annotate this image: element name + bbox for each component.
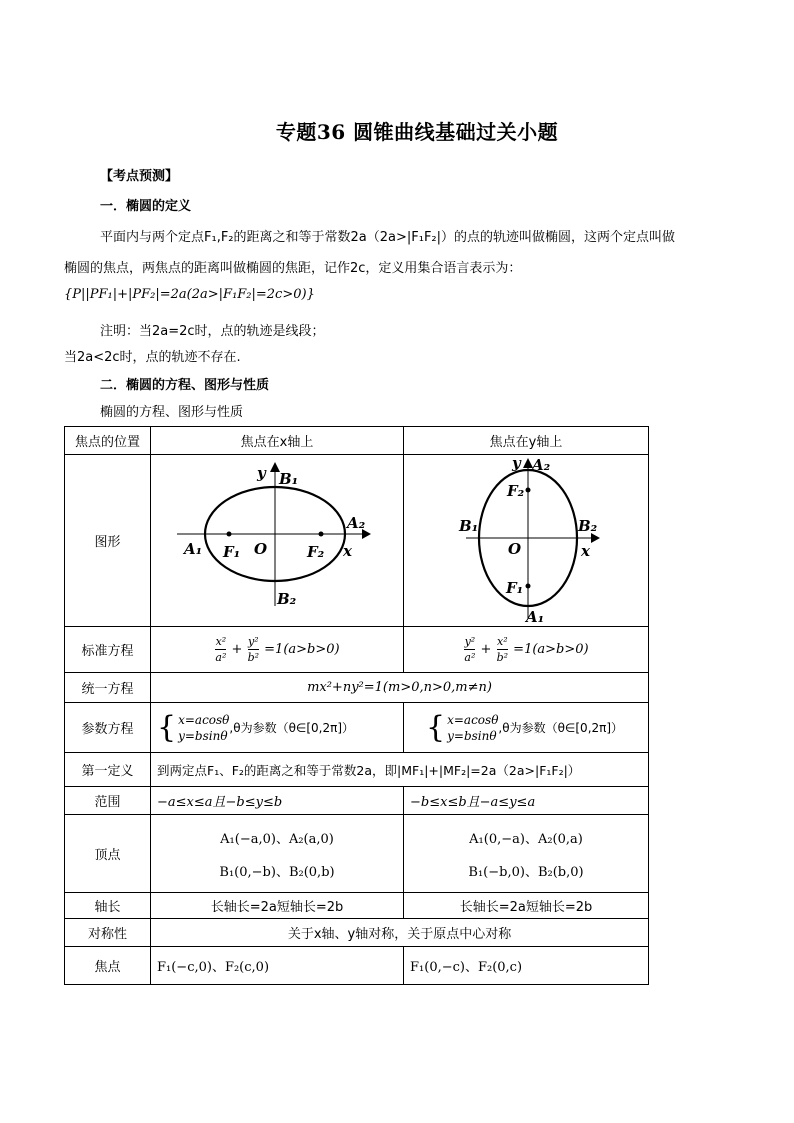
fig2-F2-label: F₂: [507, 481, 525, 500]
std2-den2: b²: [496, 651, 509, 664]
axis-label: 轴长: [65, 893, 151, 919]
note-line1: 注明：当2a=2c时，点的轨迹是线段；: [100, 324, 325, 339]
fig2-B1-label: B₁: [459, 516, 479, 535]
note-line2: 当2a<2c时，点的轨迹不存在.: [64, 350, 241, 365]
std1-rest: =1(a>b>0): [264, 642, 340, 657]
focus-y: F₁(0,−c)、F₂(0,c): [404, 947, 649, 985]
unified-label: 统一方程: [65, 673, 151, 703]
definition-paragraph-line1: 平面内与两个定点F₁,F₂的距离之和等于常数2a（2a>|F₁F₂|）的点的轨迹叫做椭圆，这两个定点叫做: [100, 230, 676, 245]
std-label: 标准方程: [65, 627, 151, 673]
definition-paragraph-line2: 椭圆的焦点，两焦点的距离叫做椭圆的焦距，记作2c，定义用集合语言表示为：: [64, 261, 522, 276]
range-row: [65, 787, 649, 815]
std2-num2: x²: [496, 635, 508, 648]
vertex-x-line1: A₁(−a,0)、A₂(a,0): [220, 831, 334, 847]
param-eq-y: { x=acosθ y=bsinθ ,θ为参数（θ∈[0,2π]）: [404, 703, 649, 753]
unified-equation-row: [65, 673, 649, 703]
focus-row: [65, 947, 649, 985]
vertex-x: [151, 815, 404, 893]
graph-cell-x: [151, 455, 404, 627]
std1-den1: a²: [215, 651, 227, 664]
fig2-y-label: y: [512, 455, 521, 472]
vertex-label: 顶点: [65, 815, 151, 893]
vertex-y: [404, 815, 649, 893]
vertex-x-line2: B₁(0,−b)、B₂(0,b): [219, 864, 335, 880]
table-header-row: [65, 427, 649, 455]
standard-equation-row: [65, 627, 649, 673]
ellipse-x-figure: [157, 456, 397, 626]
fig2-A1-label: A₁: [526, 607, 545, 626]
std2-rest: =1(a>b>0): [513, 642, 589, 657]
table-caption: 椭圆的方程、图形与性质: [100, 405, 244, 420]
symmetry-label: 对称性: [65, 919, 151, 947]
axis-y: 长轴长=2a短轴长=2b: [404, 893, 649, 919]
range-label: 范围: [65, 787, 151, 815]
param2-line2: y=bsinθ: [447, 728, 497, 743]
param-label: 参数方程: [65, 703, 151, 753]
std-eq-y: $\frac{\text{y²}}{\text{a²}}$ + $\frac{\text{x²}}{\text{b²}}$ =1(a>b>0): [404, 627, 649, 673]
vertex-y-line2: B₁(−b,0)、B₂(b,0): [468, 864, 584, 880]
fig2-x-label: x: [581, 541, 590, 560]
fig1-F1-label: F₁: [223, 542, 241, 561]
fig1-F2-label: F₂: [307, 542, 325, 561]
fig1-y-label: y: [257, 463, 266, 482]
symmetry-text: 关于x轴、y轴对称，关于原点中心对称: [151, 919, 649, 947]
first-definition: 到两定点F₁、F₂的距离之和等于常数2a，即|MF₁|+|MF₂|=2a（2a>|F₁F₂|）: [151, 753, 649, 787]
focus-x: F₁(−c,0)、F₂(c,0): [151, 947, 404, 985]
header-x-axis: 焦点在x轴上: [151, 427, 404, 455]
symmetry-row: [65, 919, 649, 947]
header-y-axis: 焦点在y轴上: [404, 427, 649, 455]
fig1-A2-label: A₂: [347, 513, 366, 532]
fig1-A1-label: A₁: [184, 539, 203, 558]
heading-ellipse-properties: 二．椭圆的方程、图形与性质: [100, 378, 270, 393]
properties-table: [64, 426, 649, 985]
fig1-B2-label: B₂: [277, 589, 297, 608]
unified-equation: mx²+ny²=1(m>0,n>0,m≠n): [151, 673, 649, 703]
std1-den2: b²: [247, 651, 260, 664]
fig1-B1-label: B₁: [279, 469, 299, 488]
fig2-F1-label: F₁: [506, 578, 524, 597]
vertex-row: [65, 815, 649, 893]
param1-rest: ,θ为参数（θ∈[0,2π]）: [229, 721, 355, 735]
param1-line2: y=bsinθ: [178, 728, 228, 743]
parametric-row: [65, 703, 649, 753]
std-eq-x: $\frac{\text{x²}}{\text{a²}}$ + $\frac{\text{y²}}{\text{b²}}$ =1(a>b>0): [151, 627, 404, 673]
fig1-x-label: x: [343, 541, 352, 560]
fig2-O-label: O: [508, 539, 522, 558]
param2-rest: ,θ为参数（θ∈[0,2π]）: [498, 721, 624, 735]
first-definition-row: [65, 753, 649, 787]
graph-cell-y: [404, 455, 649, 627]
heading-ellipse-definition: 一．椭圆的定义: [100, 199, 192, 214]
set-expression: {P||PF₁|+|PF₂|=2a(2a>|F₁F₂|=2c>0)}: [64, 287, 315, 302]
param2-line1: x=acosθ: [447, 712, 499, 727]
header-focus-position: 焦点的位置: [65, 427, 151, 455]
vertex-y-line1: A₁(0,−a)、A₂(0,a): [469, 831, 583, 847]
graph-row: [65, 455, 649, 627]
axis-x: 长轴长=2a短轴长=2b: [151, 893, 404, 919]
ellipse-y-figure: [406, 456, 646, 626]
std1-num1: x²: [215, 635, 227, 648]
fig2-B2-label: B₂: [578, 516, 598, 535]
fig1-O-label: O: [254, 539, 268, 558]
page-title: 专题36 圆锥曲线基础过关小题: [275, 120, 559, 144]
range-x: −a≤x≤a且−b≤y≤b: [151, 787, 404, 815]
fig2-A2-label: A₂: [532, 455, 551, 474]
std2-num1: y²: [464, 635, 476, 648]
param1-line1: x=acosθ: [178, 712, 230, 727]
param-eq-x: { x=acosθ y=bsinθ ,θ为参数（θ∈[0,2π]）: [151, 703, 404, 753]
def-label: 第一定义: [65, 753, 151, 787]
section-tag: 【考点预测】: [100, 169, 179, 184]
axis-length-row: [65, 893, 649, 919]
std1-num2: y²: [247, 635, 259, 648]
graph-label: 图形: [65, 455, 151, 627]
std2-den1: a²: [464, 651, 476, 664]
range-y: −b≤x≤b且−a≤y≤a: [404, 787, 649, 815]
focus-label: 焦点: [65, 947, 151, 985]
